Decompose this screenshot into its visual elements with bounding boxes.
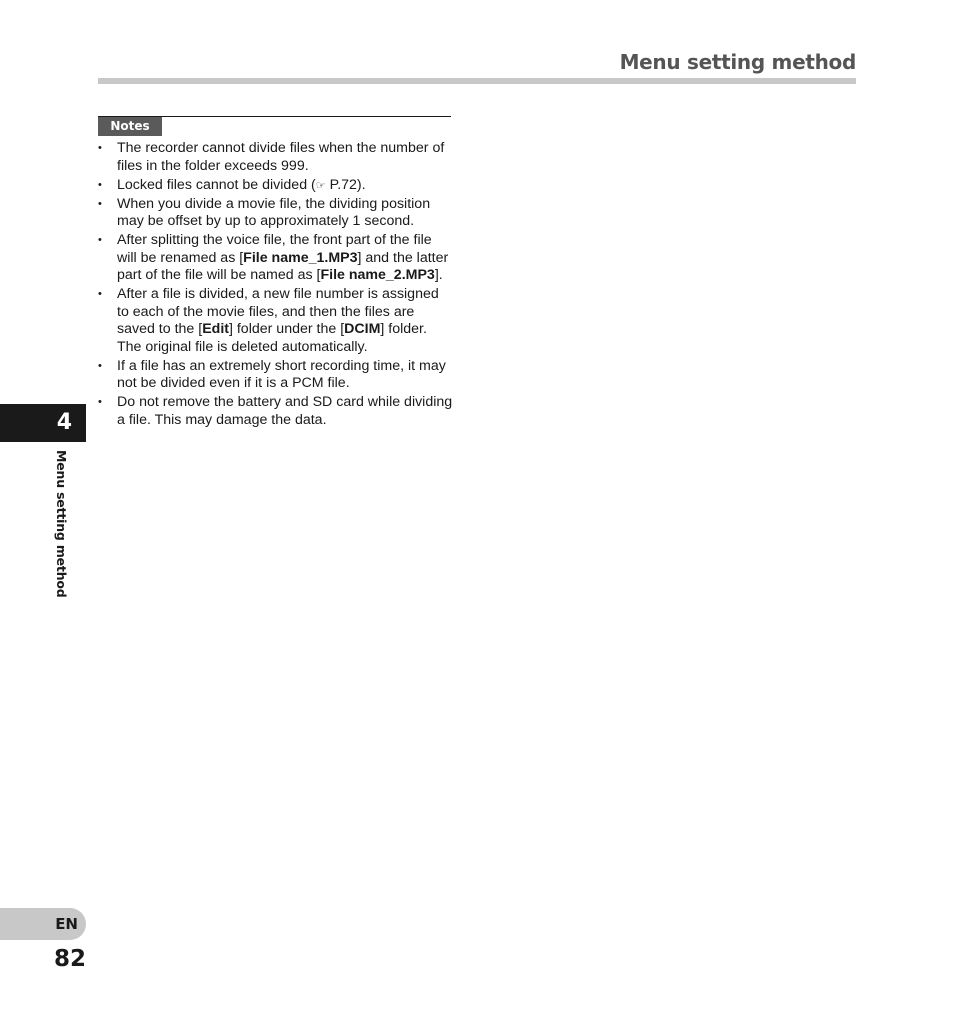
language-code: EN (55, 915, 78, 933)
page-header-title: Menu setting method (619, 50, 856, 74)
notes-label: Notes (98, 117, 162, 136)
note-item: • Locked files cannot be divided (☞ P.72). (98, 177, 454, 195)
chapter-side-label: Menu setting method (54, 450, 69, 598)
note-item: • The recorder cannot divide files when the number of files in the folder exceeds 999. (98, 140, 454, 175)
chapter-number: 4 (56, 410, 72, 435)
note-item: • After splitting the voice file, the front part of the file will be renamed as [File name_1.MP3] and the latter part of the file will be named as [File name_2.MP3]. (98, 232, 454, 285)
note-item: • If a file has an extremely short recording time, it may not be divided even if it is a PCM file. (98, 358, 454, 393)
note-item: • After a file is divided, a new file number is assigned to each of the movie files, and then the files are saved to the [Edit] folder under the [DCIM] folder. The original file is deleted automatically. (98, 286, 454, 356)
chapter-tab (0, 404, 86, 442)
dcim-folder: DCIM (344, 321, 381, 337)
pointing-hand-icon: ☞ (315, 178, 326, 192)
note-item: • Do not remove the battery and SD card while dividing a file. This may damage the data. (98, 394, 454, 429)
filename-1: File name_1.MP3 (243, 249, 358, 266)
language-tab (0, 908, 86, 940)
edit-folder: Edit (202, 321, 229, 337)
header-rule (98, 78, 856, 84)
page-number: 82 (54, 946, 87, 972)
notes-list (98, 140, 454, 431)
note-item: • When you divide a movie file, the dividing position may be offset by up to approximately 1 second. (98, 196, 454, 231)
filename-2: File name_2.MP3 (320, 267, 435, 283)
